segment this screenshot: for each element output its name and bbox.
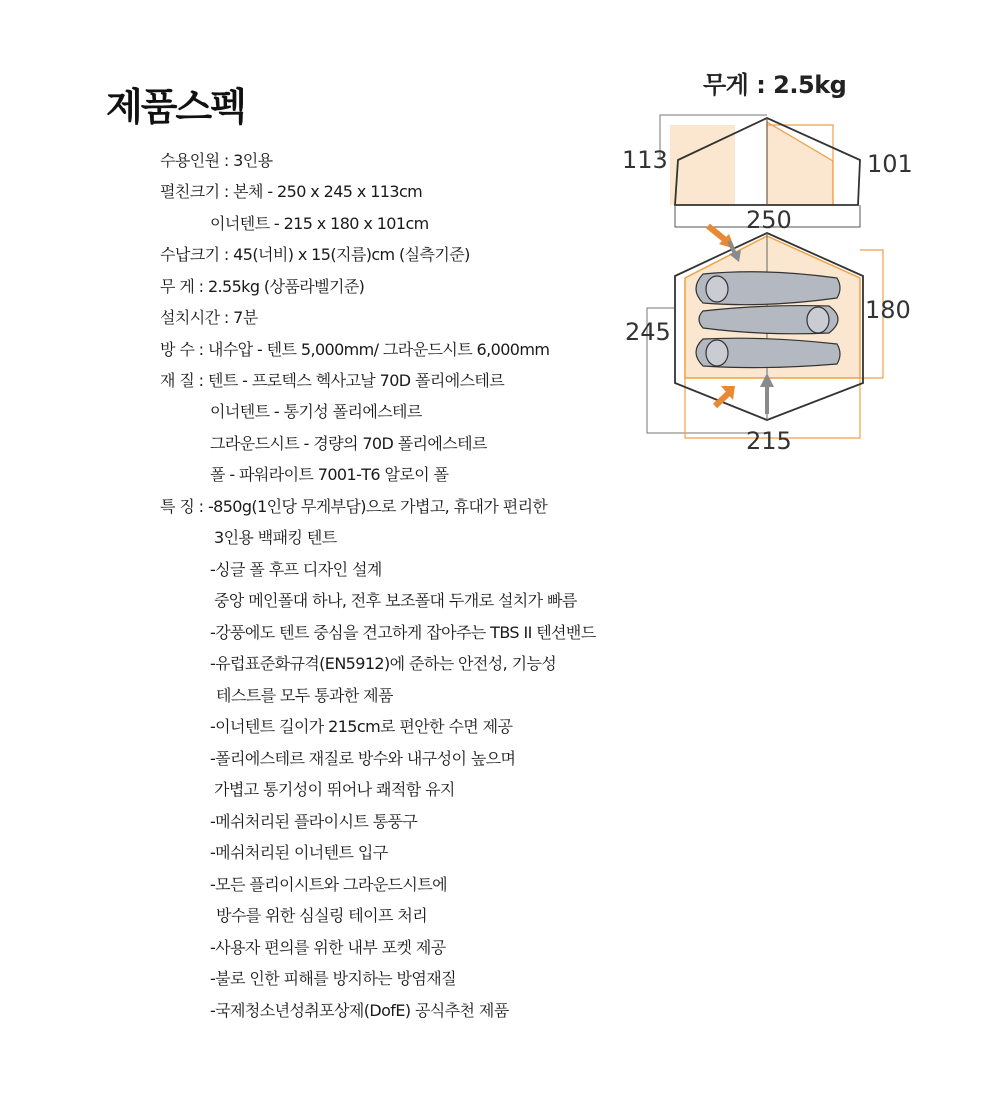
inner-tent-side	[767, 122, 833, 205]
spec-waterproof: 방 수 : 내수압 - 텐트 5,000mm/ 그라운드시트 6,000mm	[160, 340, 550, 359]
spec-feature: 중앙 메인폴대 하나, 전후 보조폴대 두개로 설치가 빠름	[214, 591, 577, 610]
sleeping-bag	[696, 338, 840, 367]
spec-material-tent: 재 질 : 텐트 - 프로텍스 헥사고날 70D 폴리에스테르	[160, 371, 505, 390]
spec-feature: -싱글 폴 후프 디자인 설계	[210, 560, 382, 579]
spec-size-body: 펼친크기 : 본체 - 250 x 245 x 113cm	[160, 182, 423, 201]
spec-feature: -불로 인한 피해를 방지하는 방염재질	[210, 969, 456, 988]
inner-right-length-label: 180	[865, 296, 911, 324]
spec-material-ground: 그라운드시트 - 경량의 70D 폴리에스테르	[210, 434, 487, 453]
spec-feature: -이너텐트 길이가 215cm로 편안한 수면 제공	[210, 717, 513, 736]
outer-left-height-label: 113	[622, 146, 668, 174]
spec-feature: 테스트를 모두 통과한 제품	[216, 686, 393, 705]
spec-material-pole: 폴 - 파워라이트 7001-T6 알로이 폴	[210, 465, 449, 484]
spec-capacity: 수용인원 : 3인용	[160, 151, 273, 170]
spec-material-inner: 이너텐트 - 통기성 폴리에스테르	[210, 402, 422, 421]
spec-feature: -메쉬처리된 이너텐트 입구	[210, 843, 388, 862]
sleeping-bag	[696, 272, 840, 305]
vent-arrow-icon	[760, 373, 774, 414]
spec-feature: 가볍고 통기성이 뛰어나 쾌적함 유지	[214, 780, 455, 799]
spec-feature: 특 징 : -850g(1인당 무게부담)으로 가볍고, 휴대가 편리한	[160, 497, 548, 516]
spec-packed-size: 수납크기 : 45(너비) x 15(지름)cm (실측기준)	[160, 245, 470, 264]
spec-feature: 3인용 백패킹 텐트	[214, 528, 337, 547]
spec-size-inner: 이너텐트 - 215 x 180 x 101cm	[210, 214, 429, 233]
width-top-label: 250	[746, 206, 792, 234]
weight-label: 무게 : 2.5kg	[703, 71, 847, 99]
outer-right-height-label: 101	[867, 150, 913, 178]
spec-setup-time: 설치시간 : 7분	[160, 308, 258, 327]
inner-bottom-width-label: 215	[746, 427, 792, 455]
spec-feature: -폴리에스테르 재질로 방수와 내구성이 높으며	[210, 749, 516, 768]
spec-feature: -유럽표준화규격(EN5912)에 준하는 안전성, 기능성	[210, 654, 557, 673]
spec-feature: -사용자 편의를 위한 내부 포켓 제공	[210, 938, 446, 957]
sleeping-bag	[699, 306, 838, 334]
length-left-label: 245	[625, 318, 671, 346]
spec-feature: -강풍에도 텐트 중심을 견고하게 잡아주는 TBS II 텐션밴드	[210, 623, 596, 642]
spec-feature: -메쉬처리된 플라이시트 통풍구	[210, 812, 418, 831]
spec-weight: 무 게 : 2.55kg (상품라벨기준)	[160, 277, 365, 296]
spec-feature: 방수를 위한 심실링 테이프 처리	[216, 906, 428, 925]
tent-floor-plan	[647, 226, 883, 438]
spec-feature: -국제청소년성취포상제(DofE) 공식추천 제품	[210, 1001, 509, 1020]
page-title: 제품스펙	[106, 85, 245, 129]
tent-diagram	[615, 108, 915, 458]
spec-feature: -모든 플리이시트와 그라운드시트에	[210, 875, 447, 894]
